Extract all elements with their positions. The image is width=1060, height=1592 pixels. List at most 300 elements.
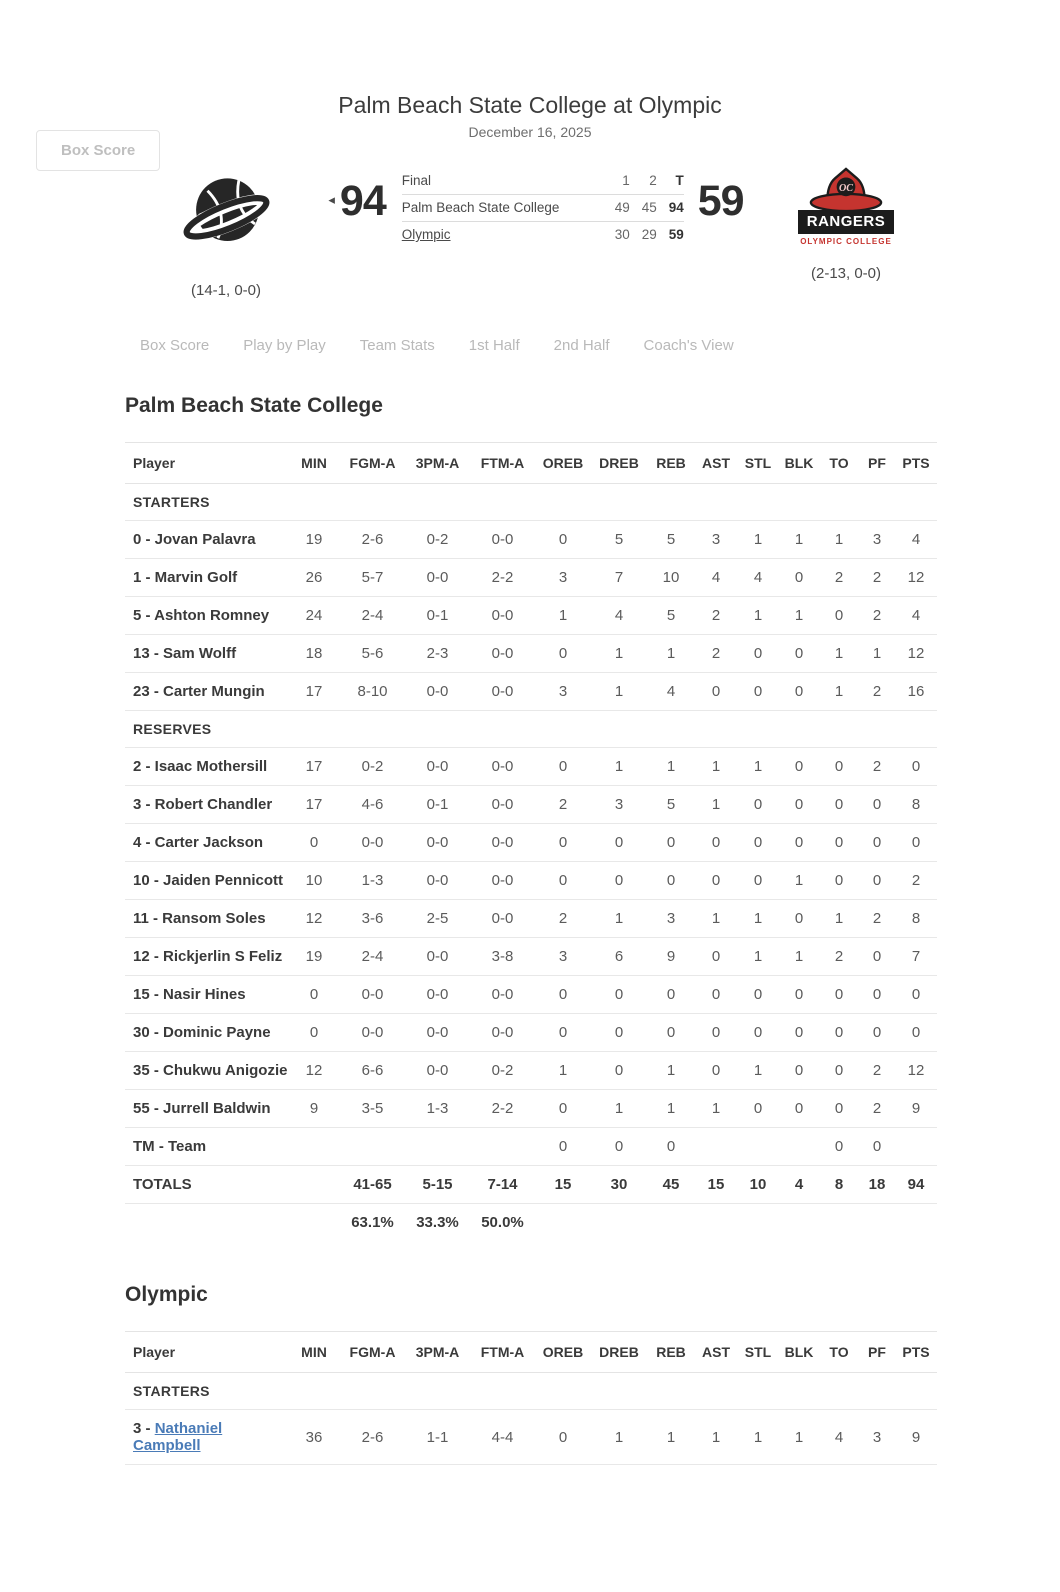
stat-cell: 0-0 — [470, 597, 535, 635]
tab-2nd-half[interactable]: 2nd Half — [553, 337, 610, 354]
player-link[interactable]: Nathaniel Campbell — [133, 1420, 223, 1454]
stat-cell: 1 — [737, 1052, 779, 1090]
stat-cell: 30 — [591, 1166, 647, 1204]
stat-cell: 0 — [895, 976, 937, 1014]
stat-cell: 9 — [647, 938, 695, 976]
stat-cell: 0 — [859, 938, 895, 976]
stat-cell: 17 — [288, 748, 340, 786]
column-header-to: TO — [819, 1332, 859, 1373]
stat-cell: 1 — [695, 1410, 737, 1465]
stat-cell: 0 — [779, 1052, 819, 1090]
line-score-table — [402, 168, 684, 248]
player-stat-row — [125, 1014, 937, 1052]
stat-cell: 2 — [859, 1052, 895, 1090]
player-name: 30 - Dominic Payne — [125, 1014, 288, 1052]
player-stat-row — [125, 1128, 937, 1166]
totals-label: TOTALS — [125, 1166, 288, 1204]
stat-cell: 0 — [288, 824, 340, 862]
home-team-link[interactable]: Olympic — [401, 227, 451, 242]
stat-cell — [470, 1128, 535, 1166]
stat-cell: 8 — [895, 786, 937, 824]
stat-cell: 0 — [591, 862, 647, 900]
player-stat-row — [125, 976, 937, 1014]
column-header-min: MIN — [288, 1332, 340, 1373]
stat-cell — [895, 1128, 937, 1166]
stat-cell: 36 — [288, 1410, 340, 1465]
stats-header-row — [125, 443, 937, 484]
stat-cell: 1 — [695, 786, 737, 824]
section-label: STARTERS — [125, 1373, 937, 1410]
stat-cell: 12 — [895, 559, 937, 597]
player-stat-row — [125, 862, 937, 900]
column-header-reb: REB — [647, 1332, 695, 1373]
stat-cell: 1 — [695, 1090, 737, 1128]
column-header-to: TO — [819, 443, 859, 484]
section-label-row — [125, 1373, 937, 1410]
stat-cell: 0-0 — [470, 635, 535, 673]
stat-cell: 1 — [779, 597, 819, 635]
stat-cell: 1-1 — [405, 1410, 470, 1465]
stat-cell: 3 — [535, 673, 591, 711]
player-name: 3 - Nathaniel Campbell — [125, 1410, 288, 1465]
stat-cell: 0 — [779, 824, 819, 862]
stat-cell: 2 — [819, 559, 859, 597]
stat-cell: 0-0 — [340, 976, 405, 1014]
stat-cell: 0 — [647, 1014, 695, 1052]
stat-cell: 0 — [647, 824, 695, 862]
period-header-2: 2 — [630, 168, 657, 195]
back-box-score-button[interactable]: Box Score — [36, 130, 160, 171]
player-stat-row — [125, 597, 937, 635]
stat-cell: 2 — [535, 900, 591, 938]
stat-cell: 0 — [859, 824, 895, 862]
stat-cell: 0 — [695, 862, 737, 900]
stat-cell: 0 — [535, 635, 591, 673]
stat-cell: 0-0 — [405, 938, 470, 976]
stat-cell: 3 — [535, 938, 591, 976]
stat-cell: 6 — [591, 938, 647, 976]
column-header-oreb: OREB — [535, 1332, 591, 1373]
stat-cell — [695, 1128, 737, 1166]
stat-cell: 1 — [819, 635, 859, 673]
tab-play-by-play[interactable]: Play by Play — [243, 337, 326, 354]
stat-cell: 1 — [647, 1052, 695, 1090]
stat-cell: 0 — [535, 1128, 591, 1166]
stat-cell: 1 — [819, 673, 859, 711]
stat-cell: 1 — [779, 521, 819, 559]
stat-cell: 0 — [779, 1014, 819, 1052]
stat-cell: 16 — [895, 673, 937, 711]
column-header-ftm-a: FTM-A — [470, 1332, 535, 1373]
column-header-fgm-a: FGM-A — [340, 1332, 405, 1373]
stat-cell: 1-3 — [340, 862, 405, 900]
stat-cell: 8-10 — [340, 673, 405, 711]
winner-arrow-icon: ◂ — [328, 192, 335, 207]
home-q2: 29 — [641, 227, 657, 242]
stat-cell: 2 — [695, 597, 737, 635]
player-name: 4 - Carter Jackson — [125, 824, 288, 862]
stat-cell: 0 — [737, 976, 779, 1014]
stat-cell: 9 — [895, 1410, 937, 1465]
tab-1st-half[interactable]: 1st Half — [468, 337, 520, 354]
stat-cell: 0 — [647, 1128, 695, 1166]
percentages-label — [125, 1204, 288, 1242]
stat-cell: 0 — [859, 862, 895, 900]
player-name: 2 - Isaac Mothersill — [125, 748, 288, 786]
stat-cell: 26 — [288, 559, 340, 597]
stat-cell: 0-0 — [470, 900, 535, 938]
stat-cell: 0 — [819, 786, 859, 824]
stat-cell: 0 — [859, 976, 895, 1014]
stat-cell: 0 — [535, 1014, 591, 1052]
stat-cell: 4 — [647, 673, 695, 711]
home-box-score-table — [125, 1331, 937, 1465]
away-team-name: Palm Beach State College — [402, 195, 603, 222]
stat-cell: 0 — [819, 1052, 859, 1090]
stat-cell: 2 — [859, 748, 895, 786]
player-stat-row — [125, 938, 937, 976]
stat-cell: 1 — [779, 938, 819, 976]
stat-cell: 1 — [779, 1410, 819, 1465]
column-header-blk: BLK — [779, 1332, 819, 1373]
stat-cell: 4 — [819, 1410, 859, 1465]
period-header-total: T — [657, 168, 684, 195]
center-score — [312, 166, 760, 248]
stat-cell: 10 — [288, 862, 340, 900]
totals-row — [125, 1166, 937, 1204]
line-score-header-row — [402, 168, 684, 195]
stat-cell: 0 — [859, 786, 895, 824]
home-team-record: (2-13, 0-0) — [810, 265, 882, 282]
stats-header-row — [125, 1332, 937, 1373]
home-total: 59 — [668, 227, 684, 242]
stat-cell: 0-0 — [470, 748, 535, 786]
stat-cell: 0 — [819, 824, 859, 862]
column-header-fgm-a: FGM-A — [340, 443, 405, 484]
section-label-row — [125, 484, 937, 521]
stat-cell: 0 — [695, 1052, 737, 1090]
stat-cell: 4 — [779, 1166, 819, 1204]
scoreboard — [0, 166, 1060, 299]
stat-cell: 0-0 — [340, 1014, 405, 1052]
stat-cell: 2-3 — [405, 635, 470, 673]
column-header-stl: STL — [737, 1332, 779, 1373]
stat-cell: 1 — [737, 900, 779, 938]
tab-team-stats[interactable]: Team Stats — [359, 337, 435, 354]
column-header-3pm-a: 3PM-A — [405, 443, 470, 484]
stat-cell: 2-6 — [340, 1410, 405, 1465]
stat-cell: 12 — [895, 635, 937, 673]
stat-cell: 1 — [819, 900, 859, 938]
stat-cell: 0-0 — [470, 824, 535, 862]
stat-cell: 0 — [695, 824, 737, 862]
stat-cell: 41-65 — [340, 1166, 405, 1204]
game-date: December 16, 2025 — [468, 124, 592, 140]
stat-cell: 0 — [695, 976, 737, 1014]
stat-cell — [779, 1128, 819, 1166]
stat-cell: 0 — [535, 824, 591, 862]
stat-cell — [340, 1128, 405, 1166]
stat-cell: 3 — [859, 1410, 895, 1465]
stat-cell: 0-0 — [470, 976, 535, 1014]
column-header-pts: PTS — [895, 1332, 937, 1373]
stat-cell: 0-0 — [470, 673, 535, 711]
player-name: 1 - Marvin Golf — [125, 559, 288, 597]
player-name: 5 - Ashton Romney — [125, 597, 288, 635]
stat-cell: 0-0 — [405, 976, 470, 1014]
stat-cell: 1 — [647, 635, 695, 673]
stat-cell: 4 — [737, 559, 779, 597]
stat-cell — [819, 1204, 859, 1242]
stat-cell: 4 — [591, 597, 647, 635]
stat-cell: 9 — [895, 1090, 937, 1128]
stat-cell: 0 — [779, 673, 819, 711]
stat-cell: 1 — [535, 1052, 591, 1090]
player-name: 11 - Ransom Soles — [125, 900, 288, 938]
stat-cell: 0 — [288, 976, 340, 1014]
stat-cell: 0-2 — [340, 748, 405, 786]
stat-cell: 15 — [535, 1166, 591, 1204]
stat-cell — [288, 1166, 340, 1204]
player-stat-row — [125, 824, 937, 862]
stat-cell: 0-0 — [470, 521, 535, 559]
stat-cell: 94 — [895, 1166, 937, 1204]
percentages-row — [125, 1204, 937, 1242]
column-header-ast: AST — [695, 443, 737, 484]
stat-cell: 0 — [859, 1014, 895, 1052]
stat-cell: 15 — [695, 1166, 737, 1204]
stat-cell: 1 — [695, 748, 737, 786]
stat-cell: 0 — [535, 862, 591, 900]
page-title: Palm Beach State College at Olympic — [338, 92, 722, 118]
column-header-pf: PF — [859, 443, 895, 484]
stat-cell: 0 — [779, 976, 819, 1014]
stat-cell: 0-2 — [405, 521, 470, 559]
column-header-pf: PF — [859, 1332, 895, 1373]
stat-cell: 0 — [819, 1014, 859, 1052]
player-stat-row — [125, 635, 937, 673]
stat-cell: 19 — [288, 521, 340, 559]
stat-cell: 12 — [288, 1052, 340, 1090]
stat-cell: 0 — [695, 938, 737, 976]
stat-cell: 5 — [647, 597, 695, 635]
stat-cell: 1 — [779, 862, 819, 900]
stat-cell: 0 — [779, 635, 819, 673]
tab-coachs-view[interactable]: Coach's View — [643, 337, 734, 354]
column-header-min: MIN — [288, 443, 340, 484]
stat-cell — [895, 1204, 937, 1242]
column-header-blk: BLK — [779, 443, 819, 484]
stat-cell: 0-1 — [405, 597, 470, 635]
stat-cell: 3-5 — [340, 1090, 405, 1128]
stat-cell: 2-2 — [470, 1090, 535, 1128]
tab-box-score[interactable]: Box Score — [140, 337, 210, 354]
section-label-row — [125, 711, 937, 748]
stat-cell: 2-4 — [340, 597, 405, 635]
column-header-player: Player — [125, 1332, 288, 1373]
away-team-record: (14-1, 0-0) — [190, 282, 262, 299]
stat-cell: 2-6 — [340, 521, 405, 559]
home-section-heading: Olympic — [125, 1283, 208, 1306]
stat-cell: 0 — [737, 1090, 779, 1128]
stat-cell: 1 — [591, 1410, 647, 1465]
stat-cell: 0 — [779, 786, 819, 824]
stat-cell — [535, 1204, 591, 1242]
stat-cell: 0 — [737, 824, 779, 862]
stat-cell: 3-8 — [470, 938, 535, 976]
stat-cell: 1 — [819, 521, 859, 559]
stat-cell: 2 — [895, 862, 937, 900]
stat-cell: 4-6 — [340, 786, 405, 824]
logo-monogram: OC — [838, 182, 854, 194]
player-name: 13 - Sam Wolff — [125, 635, 288, 673]
column-header-ast: AST — [695, 1332, 737, 1373]
player-name: 0 - Jovan Palavra — [125, 521, 288, 559]
nav-tabs — [140, 337, 1060, 354]
stat-cell: 5-7 — [340, 559, 405, 597]
away-q1: 49 — [603, 195, 630, 222]
stat-cell: 0 — [695, 673, 737, 711]
ranger-hat-icon — [807, 166, 885, 214]
stat-cell: 4 — [695, 559, 737, 597]
stat-cell: 0 — [819, 1090, 859, 1128]
stat-cell: 0 — [859, 1128, 895, 1166]
stat-cell: 0-0 — [470, 786, 535, 824]
stat-cell: 7 — [895, 938, 937, 976]
stat-cell: 5-15 — [405, 1166, 470, 1204]
stat-cell: 0 — [779, 559, 819, 597]
stat-cell: 2 — [819, 938, 859, 976]
player-name: 55 - Jurrell Baldwin — [125, 1090, 288, 1128]
stat-cell: 1 — [737, 1410, 779, 1465]
game-status: Final — [402, 168, 603, 195]
stat-cell: 0-0 — [405, 824, 470, 862]
stat-cell — [859, 1204, 895, 1242]
stat-cell: 5 — [647, 786, 695, 824]
stat-cell: 0 — [737, 786, 779, 824]
player-name: 12 - Rickjerlin S Feliz — [125, 938, 288, 976]
stat-cell: 0-0 — [405, 1052, 470, 1090]
stat-cell: 0 — [779, 748, 819, 786]
logo-team-name: RANGERS — [798, 210, 894, 234]
section-label: STARTERS — [125, 484, 937, 521]
away-box-score-table — [125, 442, 937, 1241]
basketball-planet-logo-icon — [179, 166, 274, 261]
column-header-reb: REB — [647, 443, 695, 484]
stat-cell — [737, 1128, 779, 1166]
stat-cell: 0 — [695, 1014, 737, 1052]
stat-cell: 9 — [288, 1090, 340, 1128]
stat-cell — [737, 1204, 779, 1242]
stat-cell: 2 — [859, 559, 895, 597]
stat-cell: 0-0 — [340, 824, 405, 862]
player-name: 23 - Carter Mungin — [125, 673, 288, 711]
rangers-logo — [798, 166, 894, 246]
home-team-block — [760, 166, 932, 282]
player-stat-row — [125, 900, 937, 938]
stat-cell: 0 — [591, 1128, 647, 1166]
stat-cell: 0-0 — [405, 673, 470, 711]
stat-cell: 0 — [737, 635, 779, 673]
stat-cell: 0 — [591, 824, 647, 862]
stat-cell: 2 — [859, 1090, 895, 1128]
stat-cell: 0 — [591, 1052, 647, 1090]
stat-cell: 50.0% — [481, 1214, 524, 1231]
stat-cell: 0-0 — [405, 748, 470, 786]
stat-cell: 1 — [737, 748, 779, 786]
period-header-1: 1 — [603, 168, 630, 195]
away-section-heading: Palm Beach State College — [125, 394, 383, 417]
stat-cell: 1 — [695, 900, 737, 938]
player-name: 15 - Nasir Hines — [125, 976, 288, 1014]
away-team-block — [140, 166, 312, 299]
player-name: 3 - Robert Chandler — [125, 786, 288, 824]
stat-cell: 17 — [288, 673, 340, 711]
column-header-dreb: DREB — [591, 443, 647, 484]
stat-cell: 0 — [819, 862, 859, 900]
away-q2: 45 — [630, 195, 657, 222]
stat-cell: 8 — [819, 1166, 859, 1204]
section-label: RESERVES — [125, 711, 937, 748]
stat-cell: 0-0 — [470, 862, 535, 900]
player-name: 10 - Jaiden Pennicott — [125, 862, 288, 900]
stat-cell: 0 — [535, 748, 591, 786]
column-header-stl: STL — [737, 443, 779, 484]
stat-cell: 8 — [895, 900, 937, 938]
stat-cell: 2 — [859, 673, 895, 711]
stat-cell: 12 — [895, 1052, 937, 1090]
player-name: 35 - Chukwu Anigozie — [125, 1052, 288, 1090]
stat-cell: 1 — [591, 748, 647, 786]
stat-cell — [288, 1204, 340, 1242]
player-stat-row — [125, 786, 937, 824]
stat-cell: 7-14 — [470, 1166, 535, 1204]
stat-cell: 10 — [647, 559, 695, 597]
stat-cell: 1 — [859, 635, 895, 673]
stat-cell: 1 — [647, 1410, 695, 1465]
player-stat-row — [125, 1052, 937, 1090]
stat-cell: 0-0 — [470, 1014, 535, 1052]
stat-cell: 4 — [895, 521, 937, 559]
stat-cell: 6-6 — [340, 1052, 405, 1090]
stat-cell: 0 — [737, 673, 779, 711]
stat-cell: 3 — [695, 521, 737, 559]
stat-cell: 1 — [737, 597, 779, 635]
stat-cell: 10 — [737, 1166, 779, 1204]
stat-cell: 0 — [647, 976, 695, 1014]
stat-cell: 1 — [591, 673, 647, 711]
stat-cell: 4-4 — [470, 1410, 535, 1465]
stat-cell: 0 — [779, 1090, 819, 1128]
stat-cell: 1 — [737, 938, 779, 976]
stat-cell: 1 — [737, 521, 779, 559]
stat-cell: 1 — [591, 635, 647, 673]
stat-cell: 3-6 — [340, 900, 405, 938]
column-header-dreb: DREB — [591, 1332, 647, 1373]
stat-cell — [647, 1204, 695, 1242]
stat-cell: 1 — [647, 1090, 695, 1128]
stat-cell: 17 — [288, 786, 340, 824]
stat-cell — [288, 1128, 340, 1166]
home-q1: 30 — [614, 227, 630, 242]
stat-cell: 0 — [535, 521, 591, 559]
stat-cell: 2 — [695, 635, 737, 673]
stat-cell: 2 — [859, 900, 895, 938]
stat-cell: 0 — [591, 1014, 647, 1052]
stat-cell: 0-0 — [405, 1014, 470, 1052]
player-stat-row — [125, 673, 937, 711]
player-stat-row — [125, 748, 937, 786]
